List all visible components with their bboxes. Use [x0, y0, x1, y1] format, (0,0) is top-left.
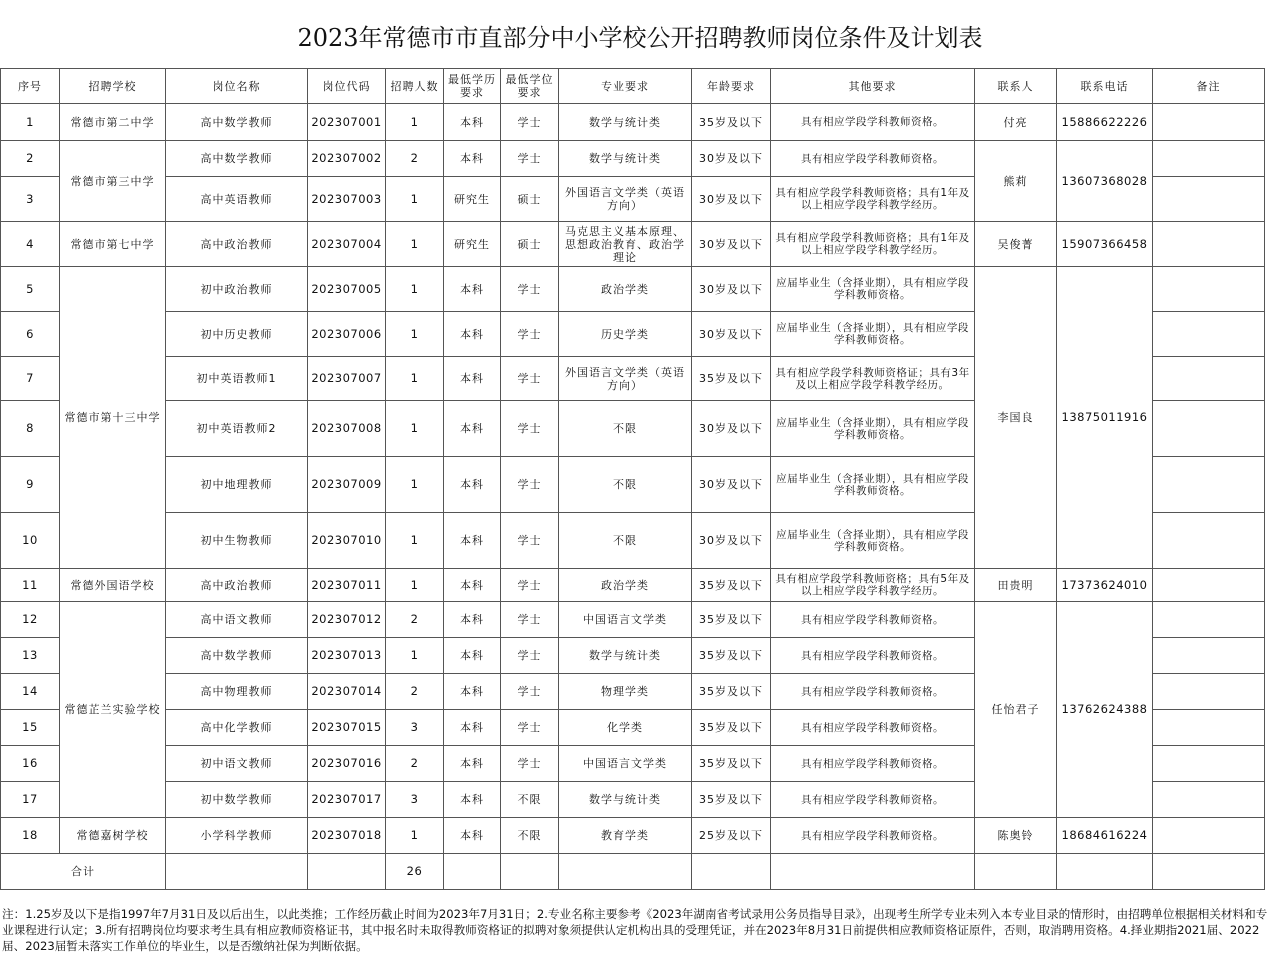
total-cell	[975, 854, 1057, 890]
position-code: 202307011	[308, 569, 386, 602]
position-code: 202307005	[308, 267, 386, 312]
major-requirement: 中国语言文学类	[559, 602, 692, 638]
min-degree: 硕士	[501, 222, 559, 267]
other-requirement: 具有相应学段学科教师资格；具有5年及以上相应学段学科教学经历。	[771, 569, 975, 602]
position-name: 高中化学教师	[166, 710, 308, 746]
age-requirement: 30岁及以下	[692, 457, 771, 513]
min-education: 本科	[444, 357, 501, 401]
contact-phone: 15907366458	[1057, 222, 1153, 267]
row-seq: 9	[1, 457, 60, 513]
total-cell	[308, 854, 386, 890]
min-education: 本科	[444, 312, 501, 357]
age-requirement: 30岁及以下	[692, 513, 771, 569]
position-code: 202307012	[308, 602, 386, 638]
hire-count: 2	[386, 674, 444, 710]
other-requirement: 具有相应学段学科教师资格。	[771, 104, 975, 141]
position-name: 高中政治教师	[166, 569, 308, 602]
contact-name: 李国良	[975, 267, 1057, 569]
other-requirement: 应届毕业生（含择业期），具有相应学段学科教师资格。	[771, 457, 975, 513]
hire-count: 1	[386, 222, 444, 267]
header-age: 年龄要求	[692, 69, 771, 104]
remark-cell	[1153, 674, 1265, 710]
remark-cell	[1153, 782, 1265, 818]
row-seq: 13	[1, 638, 60, 674]
min-degree: 不限	[501, 818, 559, 854]
age-requirement: 35岁及以下	[692, 357, 771, 401]
header-remark: 备注	[1153, 69, 1265, 104]
hire-count: 2	[386, 602, 444, 638]
row-seq: 2	[1, 141, 60, 177]
min-degree: 学士	[501, 710, 559, 746]
school-name: 常德芷兰实验学校	[60, 602, 166, 818]
position-code: 202307016	[308, 746, 386, 782]
total-cell	[692, 854, 771, 890]
position-code: 202307014	[308, 674, 386, 710]
remark-cell	[1153, 710, 1265, 746]
school-name: 常德市第三中学	[60, 141, 166, 222]
hire-count: 1	[386, 569, 444, 602]
position-code: 202307003	[308, 177, 386, 222]
school-name: 常德嘉树学校	[60, 818, 166, 854]
min-degree: 学士	[501, 513, 559, 569]
min-degree: 学士	[501, 312, 559, 357]
position-name: 高中物理教师	[166, 674, 308, 710]
age-requirement: 30岁及以下	[692, 312, 771, 357]
age-requirement: 30岁及以下	[692, 401, 771, 457]
min-education: 本科	[444, 401, 501, 457]
contact-name: 付亮	[975, 104, 1057, 141]
contact-phone: 18684616224	[1057, 818, 1153, 854]
age-requirement: 30岁及以下	[692, 222, 771, 267]
hire-count: 1	[386, 104, 444, 141]
position-name: 初中地理教师	[166, 457, 308, 513]
row-seq: 7	[1, 357, 60, 401]
position-name: 高中数学教师	[166, 638, 308, 674]
row-seq: 10	[1, 513, 60, 569]
other-requirement: 应届毕业生（含择业期），具有相应学段学科教师资格。	[771, 401, 975, 457]
min-degree: 学士	[501, 267, 559, 312]
major-requirement: 数学与统计类	[559, 638, 692, 674]
min-degree: 学士	[501, 569, 559, 602]
contact-phone: 15886622226	[1057, 104, 1153, 141]
hire-count: 1	[386, 401, 444, 457]
contact-name: 吴俊菁	[975, 222, 1057, 267]
min-education: 本科	[444, 638, 501, 674]
age-requirement: 35岁及以下	[692, 782, 771, 818]
total-cell	[166, 854, 308, 890]
min-degree: 学士	[501, 674, 559, 710]
remark-cell	[1153, 746, 1265, 782]
major-requirement: 数学与统计类	[559, 782, 692, 818]
major-requirement: 化学类	[559, 710, 692, 746]
header-position: 岗位名称	[166, 69, 308, 104]
major-requirement: 不限	[559, 457, 692, 513]
row-seq: 17	[1, 782, 60, 818]
major-requirement: 外国语言文学类（英语方向）	[559, 177, 692, 222]
major-requirement: 数学与统计类	[559, 141, 692, 177]
school-name: 常德外国语学校	[60, 569, 166, 602]
hire-count: 1	[386, 513, 444, 569]
other-requirement: 应届毕业生（含择业期），具有相应学段学科教师资格。	[771, 267, 975, 312]
remark-cell	[1153, 638, 1265, 674]
contact-phone: 17373624010	[1057, 569, 1153, 602]
position-name: 初中历史教师	[166, 312, 308, 357]
position-name: 初中语文教师	[166, 746, 308, 782]
age-requirement: 35岁及以下	[692, 569, 771, 602]
header-major: 专业要求	[559, 69, 692, 104]
row-seq: 12	[1, 602, 60, 638]
header-count: 招聘人数	[386, 69, 444, 104]
contact-name: 陈奥铃	[975, 818, 1057, 854]
age-requirement: 35岁及以下	[692, 710, 771, 746]
position-code: 202307017	[308, 782, 386, 818]
major-requirement: 中国语言文学类	[559, 746, 692, 782]
header-phone: 联系电话	[1057, 69, 1153, 104]
other-requirement: 应届毕业生（含择业期），具有相应学段学科教师资格。	[771, 312, 975, 357]
major-requirement: 物理学类	[559, 674, 692, 710]
age-requirement: 25岁及以下	[692, 818, 771, 854]
min-education: 本科	[444, 457, 501, 513]
remark-cell	[1153, 357, 1265, 401]
row-seq: 1	[1, 104, 60, 141]
hire-count: 3	[386, 710, 444, 746]
school-name: 常德市第七中学	[60, 222, 166, 267]
remark-cell	[1153, 513, 1265, 569]
age-requirement: 35岁及以下	[692, 674, 771, 710]
header-degree: 最低学位要求	[501, 69, 559, 104]
table-row	[1, 267, 1265, 312]
major-requirement: 外国语言文学类（英语方向）	[559, 357, 692, 401]
other-requirement: 应届毕业生（含择业期），具有相应学段学科教师资格。	[771, 513, 975, 569]
other-requirement: 具有相应学段学科教师资格。	[771, 602, 975, 638]
table-row	[1, 818, 1265, 854]
hire-count: 1	[386, 357, 444, 401]
hire-count: 1	[386, 818, 444, 854]
major-requirement: 教育学类	[559, 818, 692, 854]
major-requirement: 政治学类	[559, 569, 692, 602]
table-row	[1, 602, 1265, 638]
min-education: 本科	[444, 674, 501, 710]
total-cell	[444, 854, 501, 890]
remark-cell	[1153, 457, 1265, 513]
position-name: 高中语文教师	[166, 602, 308, 638]
min-education: 本科	[444, 746, 501, 782]
hire-count: 3	[386, 782, 444, 818]
contact-phone: 13607368028	[1057, 141, 1153, 222]
page-title: 2023年常德市市直部分中小学校公开招聘教师岗位条件及计划表	[297, 24, 983, 52]
min-degree: 学士	[501, 104, 559, 141]
table-row	[1, 222, 1265, 267]
min-education: 本科	[444, 602, 501, 638]
min-degree: 学士	[501, 357, 559, 401]
position-code: 202307002	[308, 141, 386, 177]
min-education: 本科	[444, 710, 501, 746]
header-seq: 序号	[1, 69, 60, 104]
min-education: 研究生	[444, 222, 501, 267]
age-requirement: 30岁及以下	[692, 141, 771, 177]
age-requirement: 35岁及以下	[692, 104, 771, 141]
min-education: 本科	[444, 569, 501, 602]
position-name: 初中英语教师1	[166, 357, 308, 401]
header-code: 岗位代码	[308, 69, 386, 104]
min-degree: 学士	[501, 602, 559, 638]
position-name: 高中数学教师	[166, 104, 308, 141]
min-education: 本科	[444, 513, 501, 569]
age-requirement: 30岁及以下	[692, 267, 771, 312]
other-requirement: 具有相应学段学科教师资格证；具有3年及以上相应学段学科教学经历。	[771, 357, 975, 401]
total-count: 26	[386, 854, 444, 890]
position-name: 初中英语教师2	[166, 401, 308, 457]
position-name: 高中英语教师	[166, 177, 308, 222]
other-requirement: 具有相应学段学科教师资格；具有1年及以上相应学段学科教学经历。	[771, 222, 975, 267]
school-name: 常德市第十三中学	[60, 267, 166, 569]
major-requirement: 马克思主义基本原理、思想政治教育、政治学理论	[559, 222, 692, 267]
other-requirement: 具有相应学段学科教师资格。	[771, 710, 975, 746]
min-degree: 硕士	[501, 177, 559, 222]
contact-name: 田贵明	[975, 569, 1057, 602]
min-degree: 学士	[501, 638, 559, 674]
hire-count: 1	[386, 267, 444, 312]
contact-phone: 13875011916	[1057, 267, 1153, 569]
row-seq: 18	[1, 818, 60, 854]
age-requirement: 35岁及以下	[692, 746, 771, 782]
footnote: 注：1.25岁及以下是指1997年7月31日及以后出生，以此类推；工作经历截止时间为2023年7月31日；2.专业名称主要参考《2023年湖南省考试录用公务员指导目录》，出现考生所学专业未列入本专业目录的情形时，由招聘单位根据相关材料和专业课程进行认定；3.所有招聘岗位均要求考生具有相应教师资格证书，其中报名时未取得教师资格证的拟聘对象须提供认定机构出具的受理凭证，并在2023年8月31日前提供相应教师资格证原件，否则，取消聘用资格。4.择业期指2021届、2022届、2023届暂未落实工作单位的毕业生，以是否缴纳社保为判断依据。	[2, 907, 1268, 953]
min-degree: 学士	[501, 141, 559, 177]
other-requirement: 具有相应学段学科教师资格。	[771, 638, 975, 674]
row-seq: 4	[1, 222, 60, 267]
other-requirement: 具有相应学段学科教师资格。	[771, 782, 975, 818]
hire-count: 2	[386, 746, 444, 782]
table-row	[1, 104, 1265, 141]
header-school: 招聘学校	[60, 69, 166, 104]
row-seq: 14	[1, 674, 60, 710]
row-seq: 16	[1, 746, 60, 782]
hire-count: 1	[386, 312, 444, 357]
row-seq: 11	[1, 569, 60, 602]
total-label: 合计	[1, 854, 166, 890]
major-requirement: 不限	[559, 401, 692, 457]
position-code: 202307008	[308, 401, 386, 457]
position-code: 202307013	[308, 638, 386, 674]
major-requirement: 不限	[559, 513, 692, 569]
contact-phone: 13762624388	[1057, 602, 1153, 818]
age-requirement: 30岁及以下	[692, 177, 771, 222]
hire-count: 1	[386, 177, 444, 222]
remark-cell	[1153, 818, 1265, 854]
contact-name: 任怡君子	[975, 602, 1057, 818]
min-education: 本科	[444, 782, 501, 818]
other-requirement: 具有相应学段学科教师资格。	[771, 674, 975, 710]
position-name: 高中政治教师	[166, 222, 308, 267]
total-cell	[1153, 854, 1265, 890]
min-education: 本科	[444, 818, 501, 854]
hire-count: 1	[386, 457, 444, 513]
other-requirement: 具有相应学段学科教师资格。	[771, 818, 975, 854]
min-education: 研究生	[444, 177, 501, 222]
major-requirement: 历史学类	[559, 312, 692, 357]
remark-cell	[1153, 222, 1265, 267]
hire-count: 2	[386, 141, 444, 177]
position-code: 202307004	[308, 222, 386, 267]
table-row	[1, 141, 1265, 177]
table-header-row	[1, 69, 1265, 104]
position-code: 202307009	[308, 457, 386, 513]
position-code: 202307001	[308, 104, 386, 141]
min-education: 本科	[444, 141, 501, 177]
other-requirement: 具有相应学段学科教师资格；具有1年及以上相应学段学科教学经历。	[771, 177, 975, 222]
position-code: 202307006	[308, 312, 386, 357]
total-row	[1, 854, 1265, 890]
row-seq: 8	[1, 401, 60, 457]
row-seq: 6	[1, 312, 60, 357]
row-seq: 5	[1, 267, 60, 312]
total-cell	[771, 854, 975, 890]
hire-count: 1	[386, 638, 444, 674]
position-code: 202307010	[308, 513, 386, 569]
remark-cell	[1153, 401, 1265, 457]
school-name: 常德市第二中学	[60, 104, 166, 141]
header-other: 其他要求	[771, 69, 975, 104]
row-seq: 15	[1, 710, 60, 746]
min-degree: 学士	[501, 457, 559, 513]
remark-cell	[1153, 141, 1265, 177]
remark-cell	[1153, 104, 1265, 141]
position-name: 初中数学教师	[166, 782, 308, 818]
position-name: 小学科学教师	[166, 818, 308, 854]
major-requirement: 政治学类	[559, 267, 692, 312]
min-degree: 学士	[501, 746, 559, 782]
recruitment-table	[0, 68, 1265, 890]
total-cell	[559, 854, 692, 890]
age-requirement: 35岁及以下	[692, 638, 771, 674]
position-name: 高中数学教师	[166, 141, 308, 177]
other-requirement: 具有相应学段学科教师资格。	[771, 141, 975, 177]
min-education: 本科	[444, 267, 501, 312]
remark-cell	[1153, 602, 1265, 638]
other-requirement: 具有相应学段学科教师资格。	[771, 746, 975, 782]
position-code: 202307015	[308, 710, 386, 746]
min-education: 本科	[444, 104, 501, 141]
position-code: 202307007	[308, 357, 386, 401]
header-contact: 联系人	[975, 69, 1057, 104]
contact-name: 熊莉	[975, 141, 1057, 222]
remark-cell	[1153, 569, 1265, 602]
min-degree: 学士	[501, 401, 559, 457]
remark-cell	[1153, 267, 1265, 312]
position-name: 初中政治教师	[166, 267, 308, 312]
total-cell	[1057, 854, 1153, 890]
position-name: 初中生物教师	[166, 513, 308, 569]
total-cell	[501, 854, 559, 890]
age-requirement: 35岁及以下	[692, 602, 771, 638]
row-seq: 3	[1, 177, 60, 222]
position-code: 202307018	[308, 818, 386, 854]
table-row	[1, 569, 1265, 602]
header-edu: 最低学历要求	[444, 69, 501, 104]
remark-cell	[1153, 177, 1265, 222]
min-degree: 不限	[501, 782, 559, 818]
remark-cell	[1153, 312, 1265, 357]
major-requirement: 数学与统计类	[559, 104, 692, 141]
